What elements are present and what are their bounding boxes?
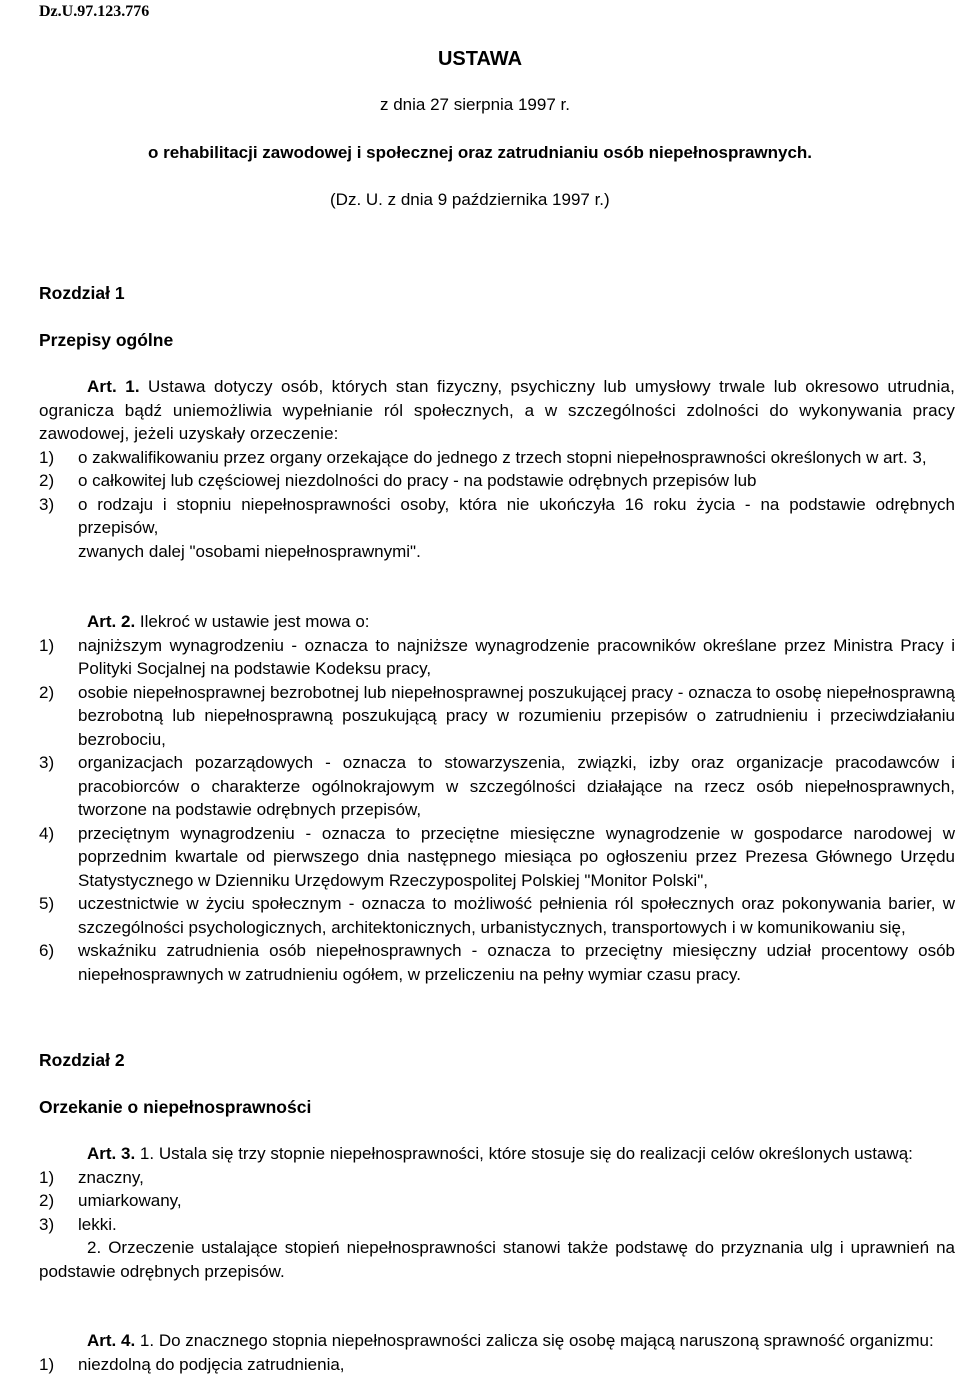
paragraph-number: 1. (139, 1144, 155, 1163)
list-item-text: najniższym wynagrodzeniu - oznacza to najniższe wynagrodzenie pracowników określane przez Ministra Pracy i Polityki Socjalnej na podstawie Kodeksu pracy, (78, 635, 955, 678)
list-item (39, 939, 955, 986)
paragraph-text: Do znacznego stopnia niepełnosprawności zalicza się osobę mającą naruszoną sprawność organizmu: (158, 1331, 934, 1350)
article-2-intro-text: Ilekroć w ustawie jest mowa o: (139, 612, 370, 631)
list-item-text: przeciętnym wynagrodzeniu - oznacza to przeciętne miesięczne wynagrodzenie w gospodarce narodowej w poprzednim kwartale od pierwszego dnia następnego miesiąca po ogłoszeniu przez Prezesa Głównego Urzędu Statystycznego w Dzienniku Urzędowym Rzeczypospolitej Polskiej "Monitor Polski", (78, 823, 955, 890)
list-item-text: umiarkowany, (78, 1191, 182, 1210)
article-4-label: Art. 4. (87, 1331, 136, 1350)
article-2-label: Art. 2. (87, 612, 136, 631)
list-item-text: organizacjach pozarządowych - oznacza to stowarzyszenia, związki, izby oraz organizacje pracodawców i pracobiorców o charakterze ogólnokrajowym w szczególności działające na rzecz osób niepełnosprawnych, tworzone na podstawie odrębnych przepisów, (78, 753, 955, 819)
article-1-closing: zwanych dalej "osobami niepełnosprawnymi". (78, 541, 421, 561)
list-item (39, 892, 955, 939)
list-item-number: 1) (39, 1354, 55, 1374)
publication-note: (Dz. U. z dnia 9 października 1997 r.) (330, 190, 610, 209)
paragraph-text: Ustala się trzy stopnie niepełnosprawności, które stosuje się do realizacji celów określonych ustawą: (158, 1144, 913, 1163)
list-item-text: uczestnictwie w życiu społecznym - oznacza to możliwość pełnienia ról społecznych oraz pokonywania barier, w szczególności psychologicznych, architektonicznych, urbanistycznych, transportowych i w komunikowaniu się, (78, 894, 955, 937)
article-3-para-1 (39, 1142, 955, 1166)
list-item-text: o zakwalifikowaniu przez organy orzekające do jednego z trzech stopni niepełnosprawności określonych w art. 3, (78, 447, 927, 467)
list-item (39, 681, 955, 752)
list-item-text: o całkowitej lub częściowej niezdolności do pracy - na podstawie odrębnych przepisów lub (78, 471, 757, 490)
article-1 (39, 375, 955, 563)
list-item-number: 2) (39, 471, 55, 490)
article-1-intro (39, 375, 955, 446)
list-item-text: znaczny, (78, 1167, 144, 1187)
list-item-number: 2) (39, 682, 55, 702)
list-item (39, 634, 955, 681)
list-item (39, 1353, 955, 1377)
list-item-text: niezdolną do podjęcia zatrudnienia, (78, 1354, 345, 1374)
list-item (39, 469, 955, 493)
list-item-number: 1) (39, 635, 55, 655)
act-title: USTAWA (437, 48, 523, 70)
article-4 (39, 1329, 955, 1376)
article-1-intro-text: Ustawa dotyczy osób, których stan fizyczny, psychiczny lub umysłowy trwale lub okresowo utrudnia, ogranicza bądź uniemożliwia wypełnianie ról społecznych, a w szczególności zdolności do wykonywania pracy zawodowej, jeżeli uzyskały orzeczenie: (39, 377, 956, 443)
act-date: z dnia 27 sierpnia 1997 r. (380, 95, 570, 114)
article-2 (39, 610, 955, 986)
list-item-text: osobie niepełnosprawnej bezrobotnej lub niepełnosprawnej poszukującej pracy - oznacza to osobę niepełnosprawną bezrobotną lub niepełnosprawną poszukującą pracy w rozumieniu przepisów o zatrudnieniu i przeciwdziałaniu bezrobociu, (78, 682, 955, 749)
chapter-1-subtitle: Przepisy ogólne (39, 330, 174, 350)
list-item-number: 1) (39, 447, 55, 467)
list-item-number: 4) (39, 823, 55, 843)
article-3-label: Art. 3. (87, 1144, 136, 1163)
chapter-1-title: Rozdział 1 (39, 283, 125, 303)
article-1-label: Art. 1. (87, 377, 140, 396)
list-item-text: o rodzaju i stopniu niepełnosprawności osoby, która nie ukończyła 16 roku życia - na podstawie odrębnych przepisów, (78, 494, 955, 537)
journal-reference: Dz.U.97.123.776 (39, 3, 150, 20)
list-item (39, 751, 955, 822)
paragraph-text: Orzeczenie ustalające stopień niepełnosprawności stanowi także podstawę do przyznania ulg i uprawnień na podstawie odrębnych przepisów. (39, 1238, 955, 1281)
list-item (39, 1213, 955, 1237)
list-item-text: wskaźniku zatrudnienia osób niepełnosprawnych - oznacza to przeciętny miesięczny udział procentowy osób niepełnosprawnych w zatrudnieniu ogółem, w przeliczeniu na pełny wymiar czasu pracy. (78, 941, 955, 984)
article-3-para-2 (39, 1236, 955, 1283)
list-item-number: 6) (39, 941, 55, 960)
article-2-intro (39, 610, 955, 634)
list-item-number: 3) (39, 1214, 55, 1234)
list-item (39, 446, 955, 470)
list-item (39, 493, 955, 540)
list-item-number: 1) (39, 1167, 55, 1187)
act-subject: o rehabilitacji zawodowej i społecznej oraz zatrudnianiu osób niepełnosprawnych. (147, 143, 813, 162)
paragraph-number: 1. (139, 1331, 155, 1350)
list-item-number: 3) (39, 494, 55, 514)
list-item-number: 3) (39, 753, 55, 772)
list-item-text: lekki. (78, 1214, 117, 1234)
chapter-2-title: Rozdział 2 (39, 1050, 125, 1070)
paragraph-number: 2. (87, 1238, 102, 1257)
list-item-number: 2) (39, 1191, 55, 1210)
article-4-para-1 (39, 1329, 955, 1353)
list-item-number: 5) (39, 894, 55, 913)
chapter-2-subtitle: Orzekanie o niepełnosprawności (39, 1097, 312, 1117)
list-item (39, 822, 955, 893)
list-item (39, 1166, 955, 1190)
article-3 (39, 1142, 955, 1283)
list-item (39, 1189, 955, 1213)
